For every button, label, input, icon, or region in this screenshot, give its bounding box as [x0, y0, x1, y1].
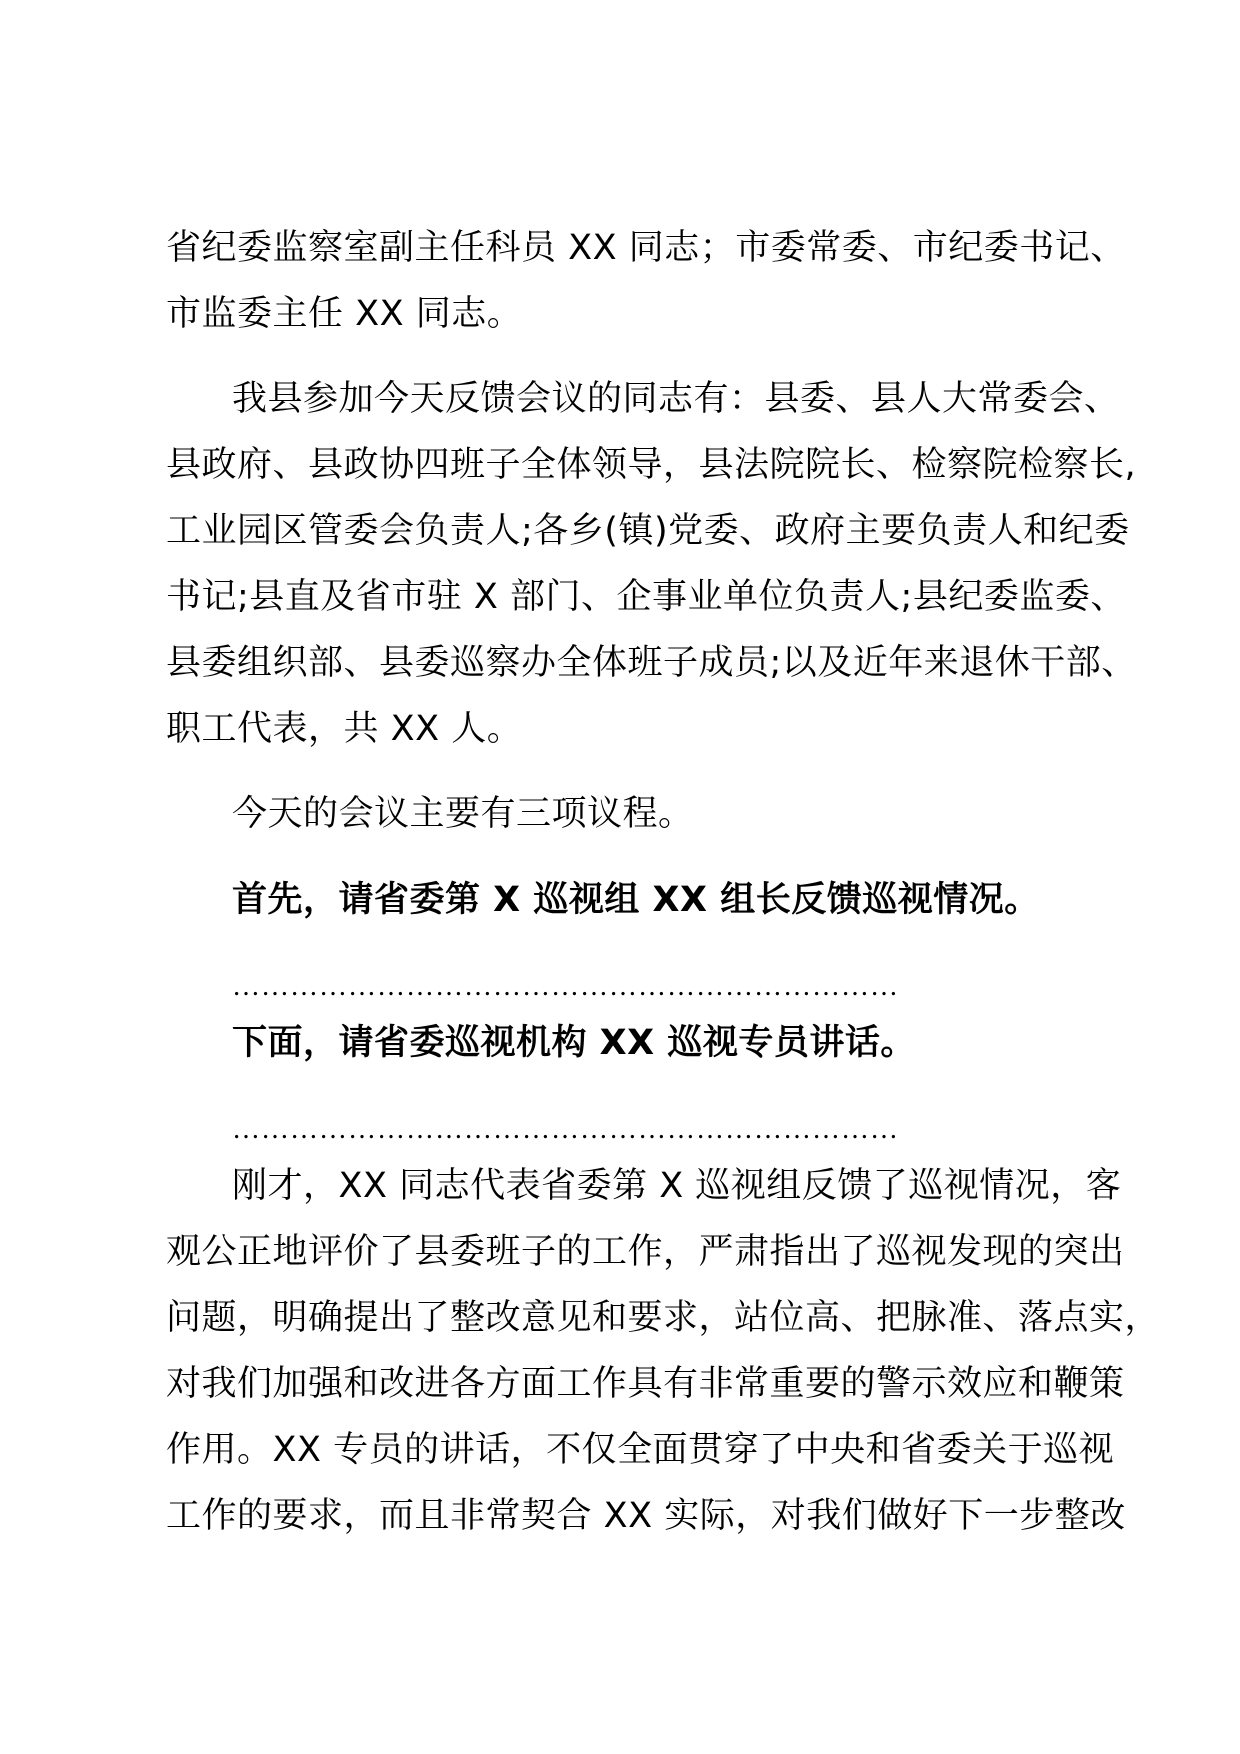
paragraph-2-line-4: 书记;县直及省市驻 X 部门、企事业单位负责人;县纪委监委、	[166, 577, 1126, 617]
paragraph-1-line-1: 省纪委监察室副主任科员 XX 同志；市委常委、市纪委书记、	[166, 228, 1126, 268]
paragraph-4-line-6: 工作的要求，而且非常契合 XX 实际，对我们做好下一步整改	[166, 1496, 1126, 1536]
paragraph-2-line-5: 县委组织部、县委巡察办全体班子成员;以及近年来退休干部、	[166, 643, 1137, 683]
paragraph-3: 今天的会议主要有三项议程。	[232, 794, 694, 834]
paragraph-4-line-1: 刚才，XX 同志代表省委第 X 巡视组反馈了巡视情况，客	[232, 1166, 1122, 1206]
ellipsis-placeholder-1: ……………………………………………………………	[232, 971, 899, 1002]
agenda-item-1: 首先，请省委第 X 巡视组 XX 组长反馈巡视情况。	[232, 880, 1040, 920]
paragraph-2-line-1: 我县参加今天反馈会议的同志有：县委、县人大常委会、	[232, 379, 1120, 419]
paragraph-4-line-2: 观公正地评价了县委班子的工作，严肃指出了巡视发现的突出	[166, 1232, 1125, 1272]
paragraph-4-line-5: 作用。XX 专员的讲话，不仅全面贯穿了中央和省委关于巡视	[166, 1430, 1115, 1470]
agenda-item-2: 下面，请省委巡视机构 XX 巡视专员讲话。	[232, 1023, 916, 1063]
ellipsis-placeholder-2: ……………………………………………………………	[232, 1114, 899, 1145]
paragraph-4-line-4: 对我们加强和改进各方面工作具有非常重要的警示效应和鞭策	[166, 1364, 1125, 1404]
paragraph-2-line-3: 工业园区管委会负责人;各乡(镇)党委、政府主要负责人和纪委	[166, 511, 1130, 551]
paragraph-1-line-2: 市监委主任 XX 同志。	[166, 294, 523, 334]
paragraph-2-line-2: 县政府、县政协四班子全体领导，县法院院长、检察院检察长,	[166, 445, 1137, 485]
paragraph-4-line-3: 问题，明确提出了整改意见和要求，站位高、把脉准、落点实，	[166, 1298, 1161, 1338]
paragraph-2-line-6: 职工代表，共 XX 人。	[166, 709, 523, 749]
